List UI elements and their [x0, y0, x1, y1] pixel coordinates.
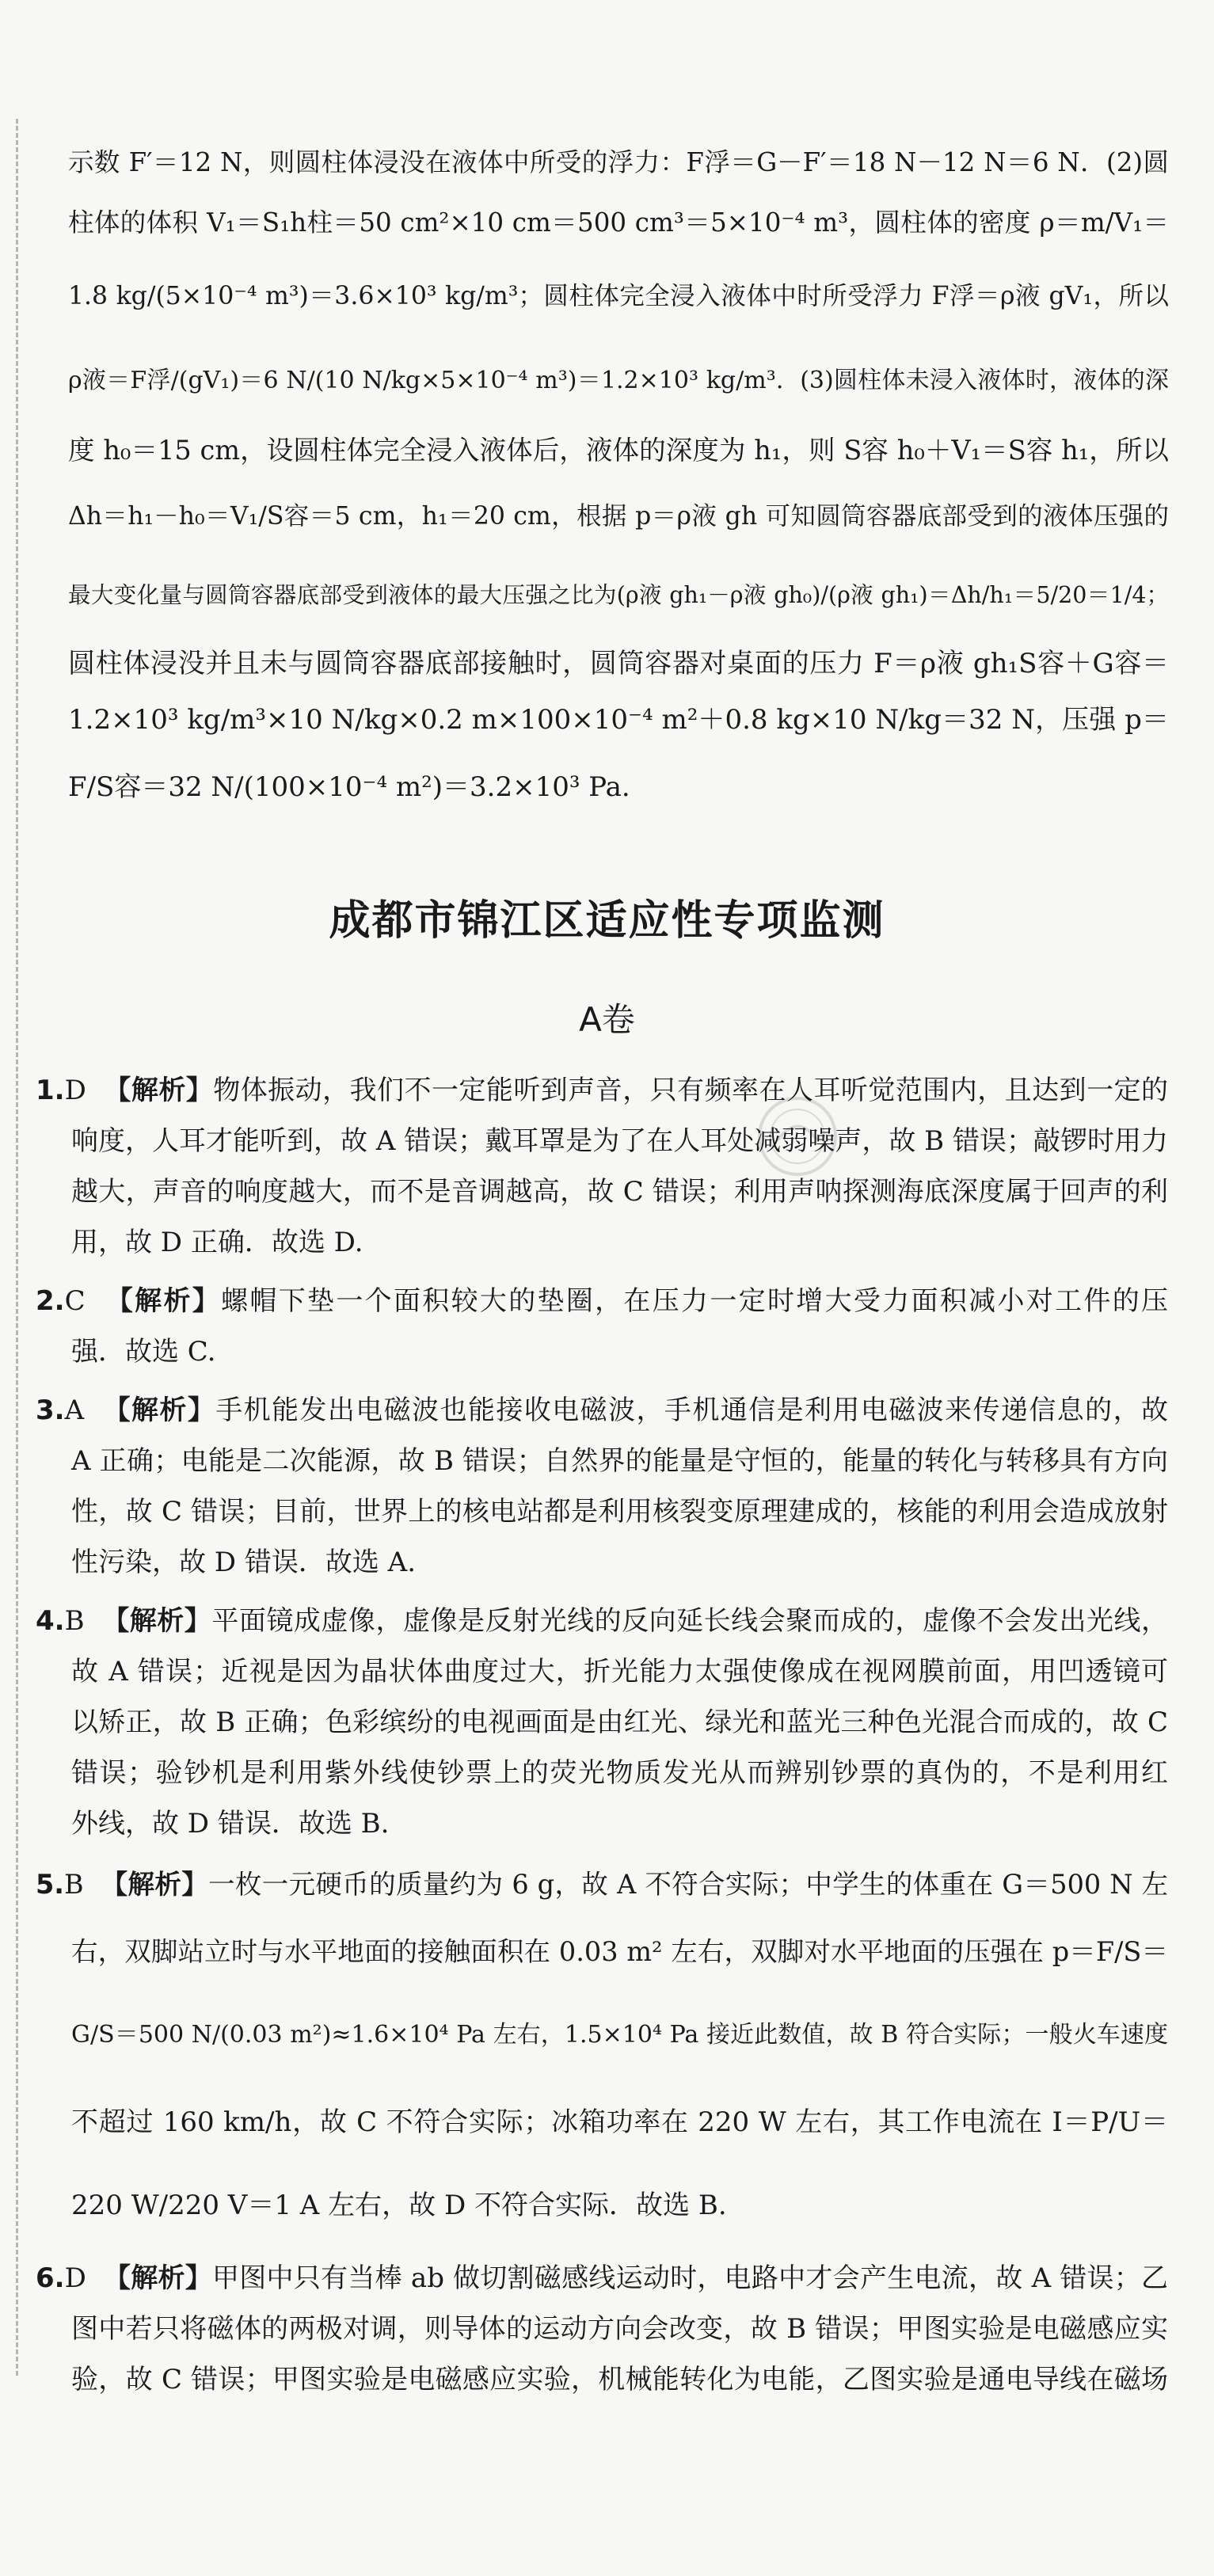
text-line: ρ液＝F浮/(gV₁)＝6 N/(10 N/kg×5×10⁻⁴ m³)＝1.2×10³ kg/m³．(3)圆柱体未浸入液体时，液体的深 [68, 367, 1169, 394]
text-line: 柱体的体积 V₁＝S₁h柱＝50 cm²×10 cm＝500 cm³＝5×10⁻⁴ m³，圆柱体的密度 ρ＝m/V₁＝ [68, 207, 1169, 238]
section-subtitle: A卷 [579, 1000, 635, 1039]
text-line: 1.8 kg/(5×10⁻⁴ m³)＝3.6×10³ kg/m³；圆柱体完全浸入液体中时所受浮力 F浮＝ρ液 gV₁，所以 [68, 282, 1169, 310]
answer-text: 响度，人耳才能听到，故 A 错误；戴耳罩是为了在人耳处减弱噪声，故 B 错误；敲锣时用力 [71, 1125, 1168, 1157]
answer-text: 性污染，故 D 错误．故选 A. [71, 1547, 417, 1578]
answer-text: 性，故 C 错误；目前，世界上的核电站都是利用核裂变原理建成的，核能的利用会造成放射 [71, 1496, 1168, 1528]
text-line: 示数 F′＝12 N，则圆柱体浸没在液体中所受的浮力：F浮＝G－F′＝18 N－12 N＝6 N．(2)圆 [68, 147, 1169, 177]
answer-text: 强．故选 C. [71, 1336, 216, 1368]
answer-number: 2. [36, 1285, 65, 1317]
answer-text: 验，故 C 错误；甲图实验是电磁感应实验，机械能转化为电能，乙图实验是通电导线在磁场 [71, 2364, 1168, 2395]
solution-continuation [68, 135, 1169, 827]
analysis-tag: 【解析】 [103, 2262, 213, 2294]
answer-text: 甲图中只有当棒 ab 做切割磁感线运动时，电路中才会产生电流，故 A 错误；乙 [212, 2262, 1168, 2294]
analysis-tag: 【解析】 [102, 1605, 212, 1637]
answer-item-6 [36, 2253, 1168, 2405]
answer-text: 物体振动，我们不一定能听到声音，只有频率在人耳听觉范围内，且达到一定的 [213, 1075, 1168, 1106]
answer-text: 手机能发出电磁波也能接收电磁波，手机通信是利用电磁波来传递信息的，故 [215, 1395, 1168, 1426]
binding-dashed-line [16, 119, 18, 2376]
answer-text: 220 W/220 V＝1 A 左右，故 D 不符合实际．故选 B. [71, 2190, 727, 2221]
text-line: 圆柱体浸没并且未与圆筒容器底部接触时，圆筒容器对桌面的压力 F＝ρ液 gh₁S容＋G容＝ [68, 648, 1169, 679]
text-line: 度 h₀＝15 cm，设圆柱体完全浸入液体后，液体的深度为 h₁，则 S容 h₀＋V₁＝S容 h₁，所以 [68, 435, 1169, 466]
answer-text: G/S＝500 N/(0.03 m²)≈1.6×10⁴ Pa 左右，1.5×10⁴ Pa 接近此数值，故 B 符合实际；一般火车速度 [71, 2021, 1168, 2049]
answer-item-3 [36, 1385, 1168, 1588]
answer-text: 一枚一元硬币的质量约为 6 g，故 A 不符合实际；中学生的体重在 G＝500 N 左 [208, 1869, 1168, 1900]
text-line: 最大变化量与圆筒容器底部受到液体的最大压强之比为(ρ液 gh₁－ρ液 gh₀)/(ρ液 gh₁)＝Δh/h₁＝5/20＝1/4； [68, 582, 1169, 608]
answer-item-4 [36, 1596, 1168, 1849]
answer-text: 以矫正，故 B 正确；色彩缤纷的电视画面是由红光、绿光和蓝光三种色光混合而成的，故 C [71, 1707, 1168, 1738]
answer-number: 3. [36, 1395, 65, 1426]
answer-text: 右，双脚站立时与水平地面的接触面积在 0.03 m² 左右，双脚对水平地面的压强在 p＝F/S＝ [71, 1936, 1168, 1967]
answer-item-2 [36, 1276, 1168, 1377]
answer-item-1 [36, 1065, 1168, 1268]
answer-choice: D [64, 1075, 86, 1106]
analysis-tag: 【解析】 [103, 1395, 216, 1426]
answer-choice: D [64, 2262, 86, 2294]
analysis-tag: 【解析】 [105, 1285, 222, 1317]
answer-list [36, 1065, 1168, 2405]
text-line: Δh＝h₁－h₀＝V₁/S容＝5 cm，h₁＝20 cm，根据 p＝ρ液 gh 可知圆筒容器底部受到的液体压强的 [68, 502, 1169, 531]
answer-text: 故 A 错误；近视是因为晶状体曲度过大，折光能力太强使像成在视网膜前面，用凹透镜可 [71, 1656, 1168, 1688]
answer-number: 6. [36, 2262, 65, 2294]
answer-choice: B [64, 1605, 85, 1637]
answer-text: 外线，故 D 错误．故选 B. [71, 1808, 390, 1840]
answer-number: 4. [36, 1605, 65, 1637]
answer-text: A 正确；电能是二次能源，故 B 错误；自然界的能量是守恒的，能量的转化与转移具有方向 [71, 1445, 1168, 1477]
answer-text: 越大，声音的响度越大，而不是音调越高，故 C 错误；利用声呐探测海底深度属于回声的利 [71, 1176, 1168, 1208]
answer-choice: B [64, 1869, 84, 1900]
answer-text: 错误；验钞机是利用紫外线使钞票上的荧光物质发光从而辨别钞票的真伪的，不是利用红 [71, 1757, 1168, 1789]
answer-text: 螺帽下垫一个面积较大的垫圈，在压力一定时增大受力面积减小对工件的压 [221, 1285, 1169, 1317]
text-line: 1.2×10³ kg/m³×10 N/kg×0.2 m×100×10⁻⁴ m²＋0.8 kg×10 N/kg＝32 N，压强 p＝ [68, 704, 1169, 736]
answer-text: 平面镜成虚像，虚像是反射光线的反向延长线会聚而成的，虚像不会发出光线， [211, 1605, 1169, 1637]
answer-text: 用，故 D 正确．故选 D. [71, 1227, 363, 1258]
analysis-tag: 【解析】 [104, 1075, 214, 1106]
answer-text: 不超过 160 km/h，故 C 不符合实际；冰箱功率在 220 W 左右，其工作电流在 I＝P/U＝ [71, 2106, 1168, 2138]
answer-number: 5. [36, 1869, 65, 1900]
answer-item-5 [36, 1857, 1168, 2245]
answer-choice: A [64, 1395, 85, 1426]
analysis-tag: 【解析】 [101, 1869, 209, 1900]
answer-choice: C [64, 1285, 86, 1317]
section-title: 成都市锦江区适应性专项监测 [329, 897, 885, 945]
answer-number: 1. [36, 1075, 65, 1106]
answer-text: 图中若只将磁体的两极对调，则导体的运动方向会改变，故 B 错误；甲图实验是电磁感应实 [71, 2313, 1168, 2345]
text-line: F/S容＝32 N/(100×10⁻⁴ m²)＝3.2×10³ Pa. [68, 771, 630, 803]
